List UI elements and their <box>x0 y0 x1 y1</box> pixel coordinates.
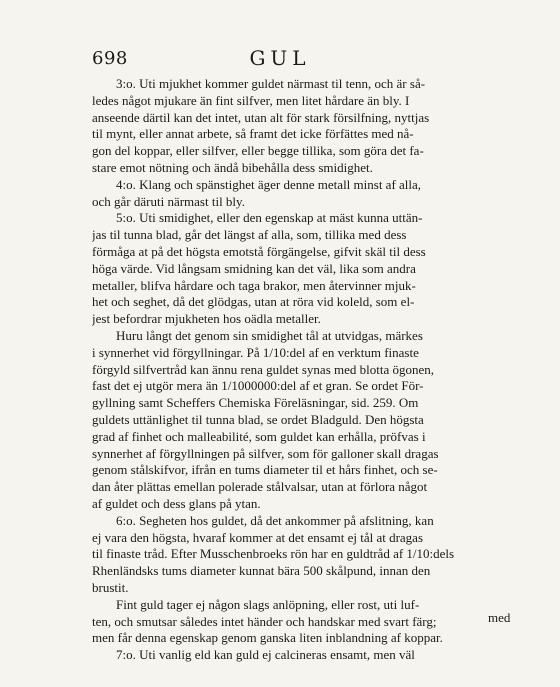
text-line: synnerhet af förgyllningen på silfver, som för galloner skall dragas <box>92 445 439 461</box>
text-line: til mynt, eller annat arbete, så framt det icke förfättes med nå- <box>92 126 414 142</box>
text-line: jas til tunna blad, går det längst af alla, som, tillika med dess <box>92 227 407 243</box>
page-number: 698 <box>92 48 128 69</box>
text-line: af guldet och dess glans på ytan. <box>92 495 261 511</box>
body-text <box>92 76 517 664</box>
text-line: anseende därtil kan det intet, utan alt för stark försilfning, nyttjas <box>92 109 430 125</box>
text-line: dan åter plättas emellan polerade stålvalsar, utan at förlora något <box>92 479 428 495</box>
text-line: gon del koppar, eller silfver, eller begge tillika, som göra det fa- <box>92 143 424 159</box>
text-line: Rhenländsks tums diameter kunnat bära 500 skålpund, innan den <box>92 563 431 579</box>
text-line: til finaste tråd. Efter Musschenbroeks rön har en guldtråd af 1/10:dels <box>92 546 455 562</box>
text-line: ej vara den högsta, hvaraf kommer at det ensamt ej tål at dragas <box>92 529 424 545</box>
text-line: stare emot nötning och ändå bibehålla dess smidighet. <box>92 159 373 175</box>
text-line: Huru långt det genom sin smidighet tål at utvidgas, märkes <box>116 327 423 343</box>
text-line: och går däruti närmast til bly. <box>92 193 245 209</box>
text-line: ten, och smutsar således intet händer och handskar med svart färg; <box>92 613 437 629</box>
text-line: i synnerhet vid förgyllningar. På 1/10:del af en verktum finaste <box>92 344 419 360</box>
text-line: 3:o. Uti mjukhet kommer guldet närmast til tenn, och är så- <box>116 76 426 91</box>
text-line: 6:o. Segheten hos guldet, då det ankommer på afslitning, kan <box>116 512 434 528</box>
text-line: förmåga at på det högsta emotstå förgängelse, gifvit skäl til dess <box>92 243 426 259</box>
text-line: gyllning samt Scheffers Chemiska Föreläsningar, sid. 259. Om <box>92 395 419 411</box>
text-line: 5:o. Uti smidighet, eller den egenskap at mäst kunna uttän- <box>116 210 423 226</box>
text-line: guldets uttänlighet til tunna blad, se ordet Bladguld. Den högsta <box>92 411 424 427</box>
text-line: metaller, blifva hårdare och taga brakor, men återvinner mjuk- <box>92 277 416 293</box>
text-line: grad af finhet och malleabilité, som guldet kan erhålla, pröfvas i <box>92 428 426 444</box>
text-line: men får denna egenskap genom ganska liten inblandning af koppar. <box>92 630 443 646</box>
text-line: 7:o. Uti vanlig eld kan guld ej calcineras ensamt, men väl <box>116 647 415 663</box>
text-line: höga värde. Vid långsam smidning kan det väl, lika som andra <box>92 260 416 276</box>
text-line: brustit. <box>92 579 129 595</box>
text-line: jest befordrar mjukheten hos oädla metaller. <box>92 311 321 327</box>
text-line: het och seghet, då det glödgas, utan at röra vid koleld, som el- <box>92 294 415 310</box>
running-head: GUL <box>249 46 311 70</box>
catchword: med <box>488 610 511 625</box>
text-line: genom stålskifvor, ifrån en tums diameter til et hårs finhet, och se- <box>92 462 438 478</box>
text-line: 4:o. Klang och spänstighet äger denne metall minst af alla, <box>116 176 422 192</box>
text-line: fast det ej utgör mera än 1/1000000:del af et gran. Se ordet För- <box>92 378 424 394</box>
text-line: Fint guld tager ej någon slags anlöpning, eller rost, uti luf- <box>116 596 420 612</box>
text-line: förgyld silfvertråd kan ännu rena guldet synas med blotta ögonen, <box>92 361 435 377</box>
text-line: ledes något mjukare än fint silfver, men litet hårdare än bly. I <box>92 92 410 108</box>
